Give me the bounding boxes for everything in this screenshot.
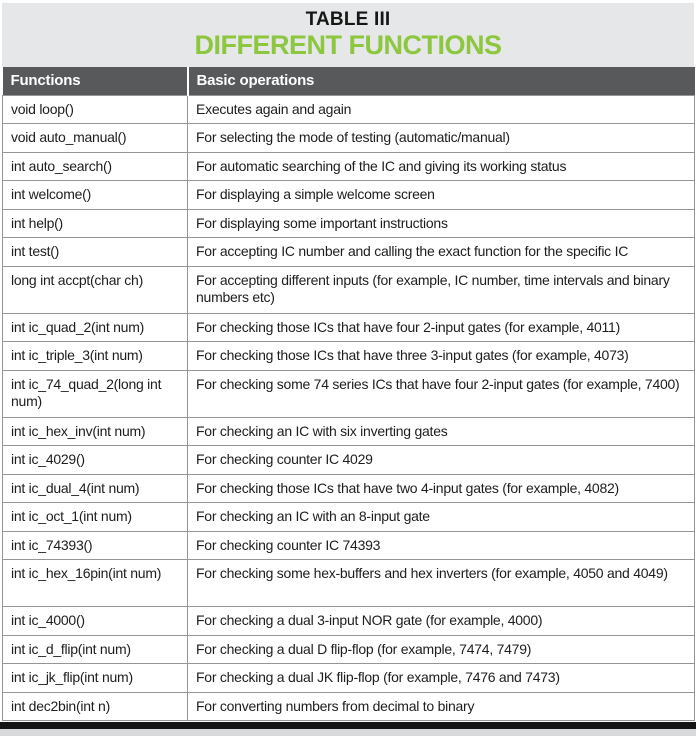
function-cell: int welcome() [3, 181, 188, 210]
operation-cell: For checking those ICs that have three 3-input gates (for example, 4073) [188, 342, 695, 371]
table-row [3, 446, 695, 475]
table-row [3, 181, 695, 210]
page-title: TABLE III [305, 9, 391, 30]
operation-cell: For checking a dual D flip-flop (for example, 7474, 7479) [188, 635, 695, 664]
function-cell: int ic_hex_16pin(int num) [3, 560, 188, 607]
function-cell: int ic_74393() [3, 531, 188, 560]
table-sheet [0, 3, 696, 736]
operation-cell: For checking counter IC 74393 [188, 531, 695, 560]
table-row [3, 238, 695, 267]
operation-cell: For checking a dual 3-input NOR gate (for example, 4000) [188, 607, 695, 636]
function-cell: int ic_triple_3(int num) [3, 342, 188, 371]
operation-cell: For checking some 74 series ICs that have four 2-input gates (for example, 7400) [188, 370, 695, 417]
functions-table [2, 67, 695, 721]
function-cell: int ic_oct_1(int num) [3, 503, 188, 532]
operation-cell: For accepting IC number and calling the exact function for the specific IC [188, 238, 695, 267]
table-row [3, 124, 695, 153]
operation-cell: For displaying some important instructions [188, 209, 695, 238]
operation-cell: For automatic searching of the IC and giving its working status [188, 152, 695, 181]
function-cell: int ic_dual_4(int num) [3, 474, 188, 503]
function-cell: int help() [3, 209, 188, 238]
function-cell: int ic_4000() [3, 607, 188, 636]
operation-cell: For checking an IC with an 8-input gate [188, 503, 695, 532]
table-row [3, 342, 695, 371]
table-row [3, 313, 695, 342]
bottom-shadow-strip [0, 729, 696, 736]
function-cell: void loop() [3, 95, 188, 124]
operation-cell: For checking an IC with six inverting gates [188, 417, 695, 446]
table-row [3, 531, 695, 560]
operation-cell: For checking some hex-buffers and hex inverters (for example, 4050 and 4049) [188, 560, 695, 607]
table-row [3, 635, 695, 664]
table-row [3, 474, 695, 503]
bottom-rule-bar [0, 722, 696, 729]
table-body [3, 95, 695, 721]
table-row [3, 209, 695, 238]
operation-cell: For displaying a simple welcome screen [188, 181, 695, 210]
table-row [3, 370, 695, 417]
table-row [3, 266, 695, 313]
title-band [2, 3, 694, 67]
table-row [3, 503, 695, 532]
operation-cell: For converting numbers from decimal to binary [188, 692, 695, 721]
column-header-functions: Functions [3, 67, 188, 95]
table-row [3, 417, 695, 446]
operation-cell: Executes again and again [188, 95, 695, 124]
function-cell: int test() [3, 238, 188, 267]
function-cell: void auto_manual() [3, 124, 188, 153]
operation-cell: For checking counter IC 4029 [188, 446, 695, 475]
function-cell: int ic_74_quad_2(long int num) [3, 370, 188, 417]
header-row [3, 67, 695, 95]
function-cell: int ic_quad_2(int num) [3, 313, 188, 342]
table-row [3, 152, 695, 181]
function-cell: int dec2bin(int n) [3, 692, 188, 721]
function-cell: int ic_d_flip(int num) [3, 635, 188, 664]
operation-cell: For accepting different inputs (for example, IC number, time intervals and binary numbers etc) [188, 266, 695, 313]
page-subtitle: DIFFERENT FUNCTIONS [194, 30, 502, 60]
table-header [3, 67, 695, 95]
function-cell: int ic_4029() [3, 446, 188, 475]
operation-cell: For checking a dual JK flip-flop (for example, 7476 and 7473) [188, 664, 695, 693]
column-header-basic-operations: Basic operations [188, 67, 695, 95]
function-cell: int ic_hex_inv(int num) [3, 417, 188, 446]
function-cell: int auto_search() [3, 152, 188, 181]
operation-cell: For checking those ICs that have four 2-input gates (for example, 4011) [188, 313, 695, 342]
table-row [3, 692, 695, 721]
table-row [3, 95, 695, 124]
table-row [3, 607, 695, 636]
table-row [3, 560, 695, 607]
function-cell: int ic_jk_flip(int num) [3, 664, 188, 693]
operation-cell: For selecting the mode of testing (automatic/manual) [188, 124, 695, 153]
table-row [3, 664, 695, 693]
function-cell: long int accpt(char ch) [3, 266, 188, 313]
operation-cell: For checking those ICs that have two 4-input gates (for example, 4082) [188, 474, 695, 503]
